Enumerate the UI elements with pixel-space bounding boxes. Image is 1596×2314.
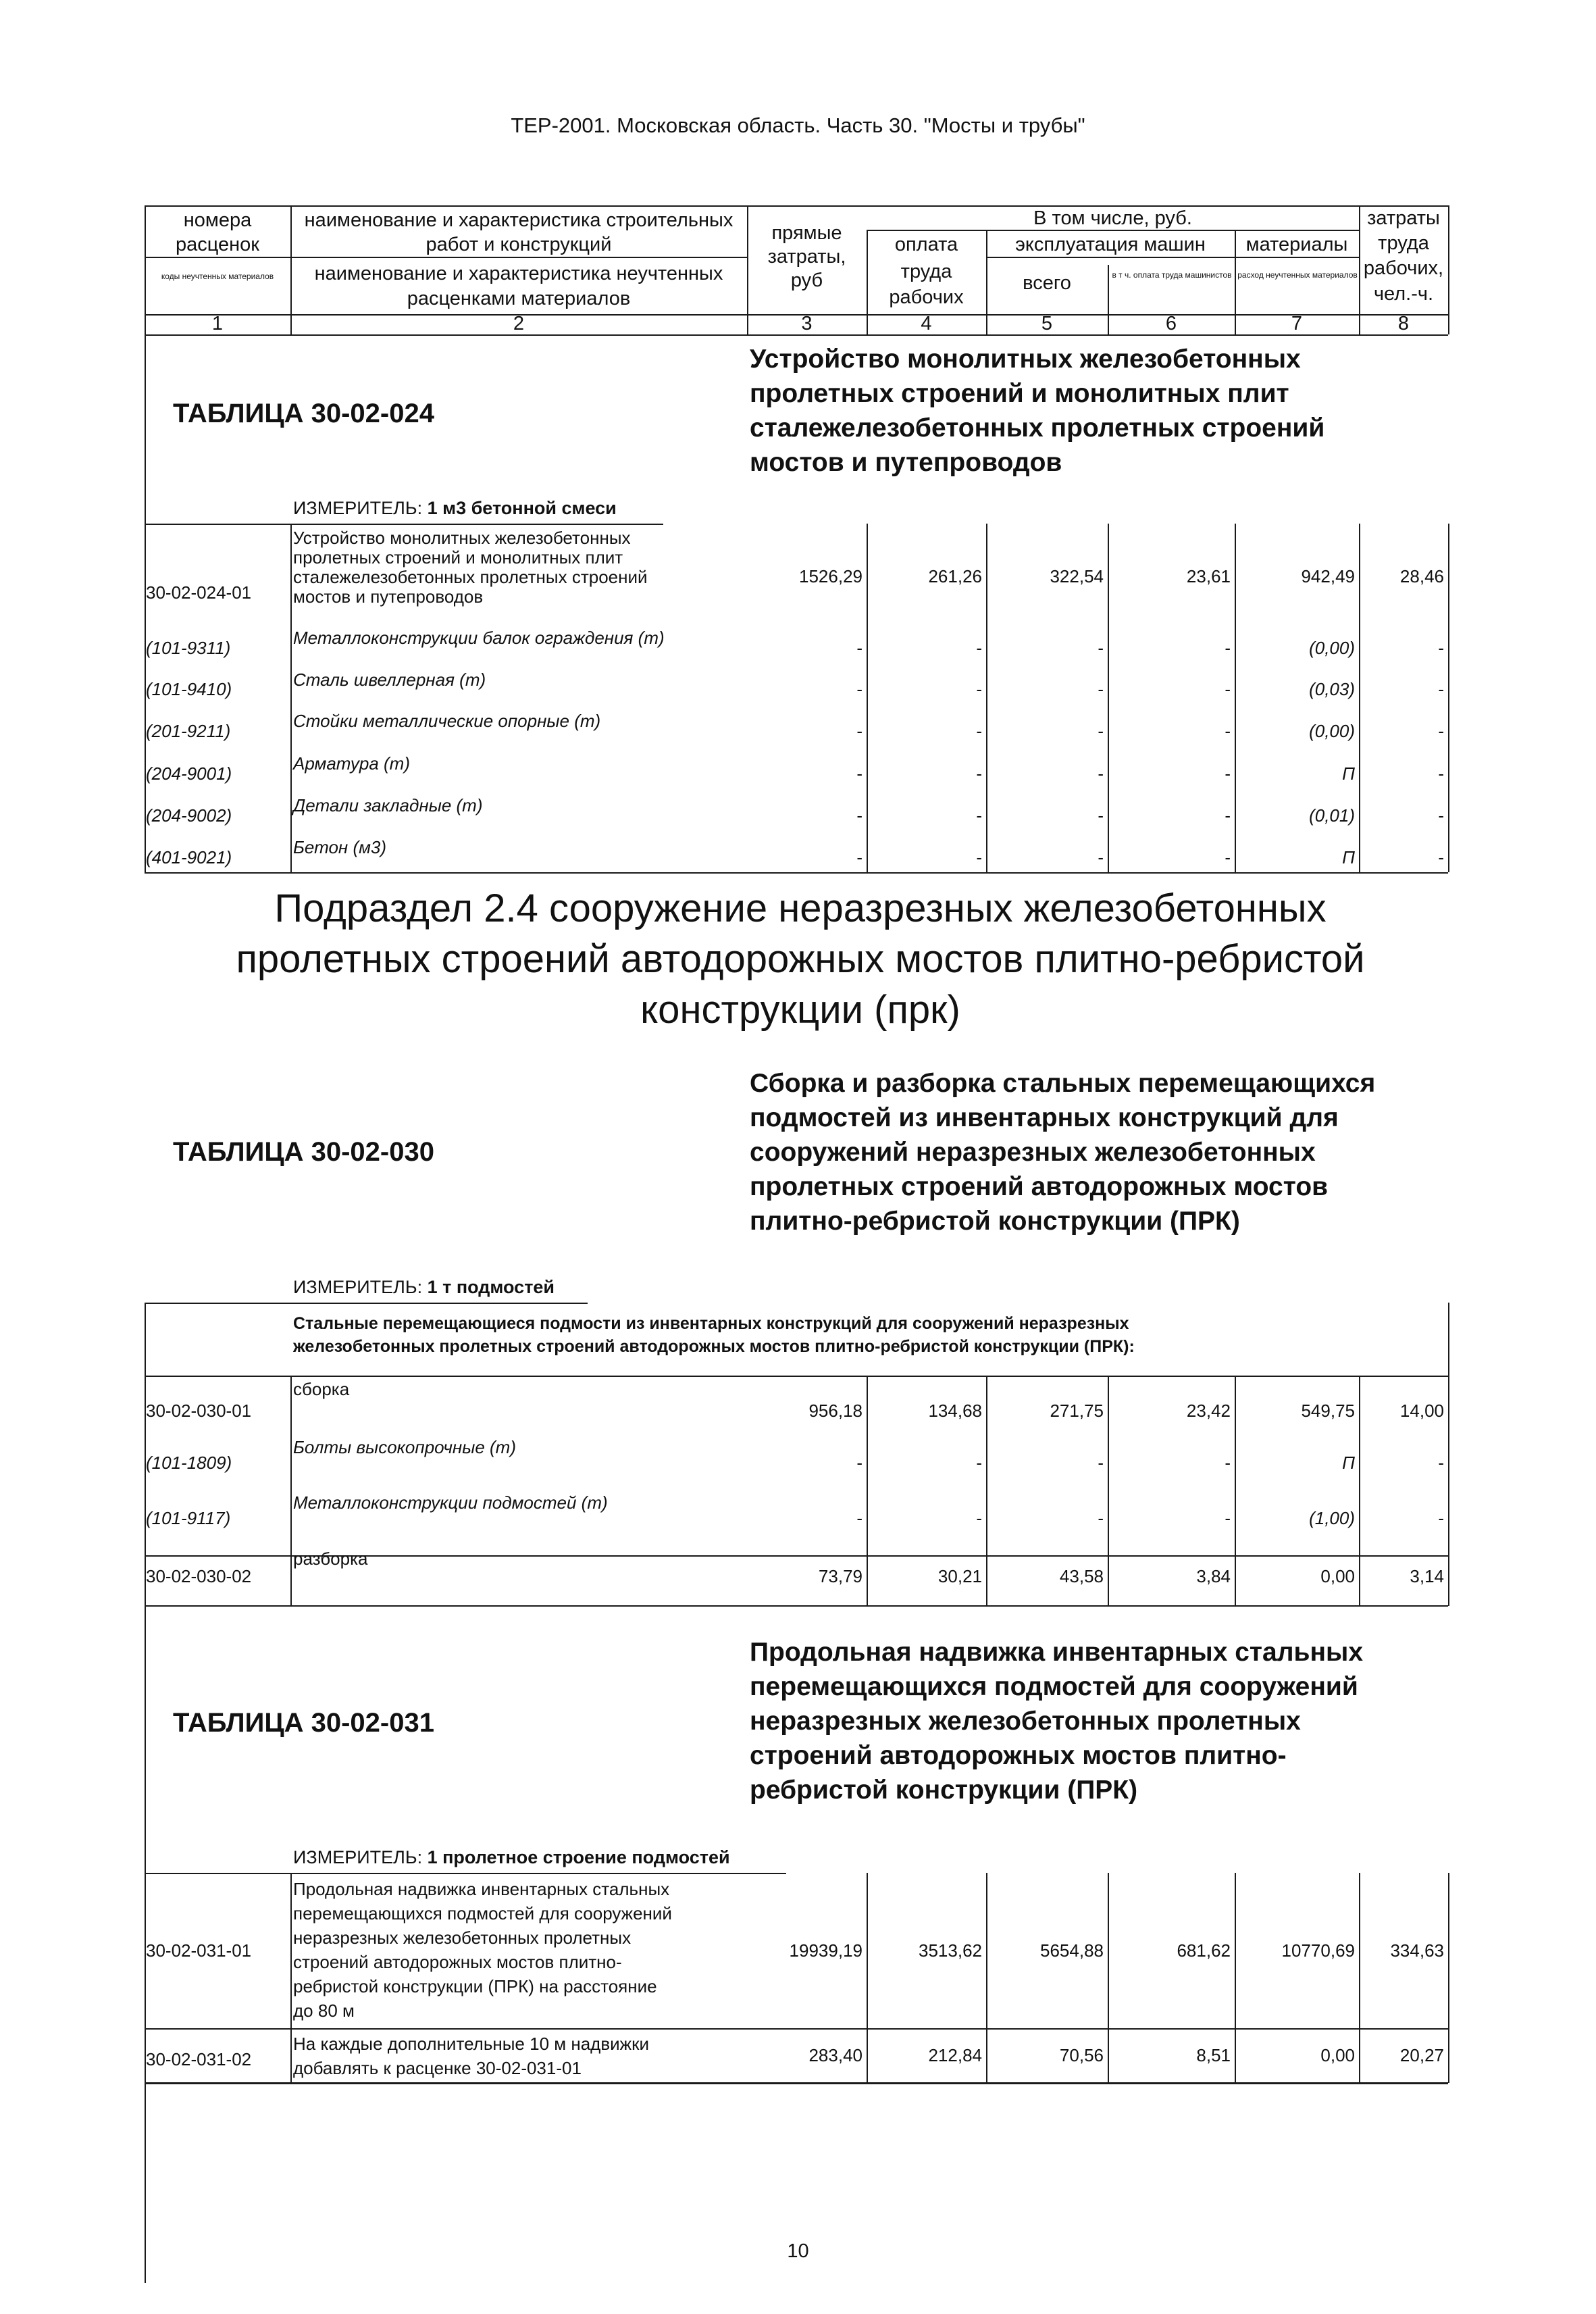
- material-code: (101-9117): [146, 1508, 231, 1528]
- direct-cost: 283,40: [808, 2045, 863, 2065]
- col-number: 8: [1397, 313, 1410, 334]
- materials-header: материалы: [1245, 234, 1348, 255]
- table-title: ТАБЛИЦА 30-02-031: [173, 1708, 434, 1738]
- machines-header: эксплуатация машин: [1015, 234, 1206, 255]
- table-description: Устройство монолитных железобетонных пролетных строений и монолитных плит сталежелезобетонных пролетных строений мостов и путепроводов: [750, 345, 1325, 477]
- col1-header: номера: [183, 209, 252, 231]
- col2-subheader: наименование и характеристика неучтенных: [314, 263, 723, 284]
- col2-header: наименование и характеристика строительных: [304, 209, 733, 231]
- material-code: (101-9311): [146, 638, 231, 658]
- work-name: разборка: [293, 1549, 368, 1569]
- materials-cost: 942,49: [1301, 566, 1355, 586]
- cost-group-header: В том числе, руб.: [1033, 207, 1192, 229]
- machines-total: 271,75: [1050, 1401, 1104, 1421]
- labor-pay: 134,68: [928, 1401, 982, 1421]
- direct-cost: 1526,29: [799, 566, 863, 586]
- materials-cost: 0,00: [1320, 2045, 1355, 2065]
- labor-hours: 14,00: [1399, 1401, 1444, 1421]
- work-name: На каждые дополнительные 10 м надвижки добавлять к расценке 30-02-031-01: [293, 2034, 649, 2078]
- measure-unit: ИЗМЕРИТЕЛЬ: 1 т подмостей: [293, 1277, 555, 1297]
- direct-cost: 956,18: [808, 1401, 863, 1421]
- work-name: Продольная надвижка инвентарных стальных перемещающихся подмостей для сооружений неразрезных железобетонных пролетных строений автодорожных мостов плитно- ребристой конструкции (ПРК) на расстояние до 80 м: [293, 1879, 672, 2021]
- material-name: Детали закладные (т): [293, 795, 483, 815]
- machinist-pay: 8,51: [1196, 2045, 1231, 2065]
- rate-code: 30-02-030-01: [146, 1401, 252, 1421]
- materials-cost: 10770,69: [1281, 1940, 1355, 1961]
- subsection-title: Подраздел 2.4 сооружение неразрезных железобетонных пролетных строений автодорожных мостов плитно-ребристой конструкции (прк): [236, 886, 1365, 1032]
- table-description: Продольная надвижка инвентарных стальных перемещающихся подмостей для сооружений неразрезных железобетонных пролетных строений автодорожных мостов плитно- ребристой конструкции (ПРК): [750, 1638, 1364, 1805]
- machinist-pay: 23,61: [1186, 566, 1231, 586]
- material-name: Сталь швеллерная (т): [293, 670, 486, 690]
- material-code: (101-9410): [146, 679, 232, 699]
- col-number: 4: [921, 313, 932, 334]
- machinist-pay: 3,84: [1196, 1566, 1231, 1586]
- document-header: ТЕР-2001. Московская область. Часть 30. "Мосты и трубы": [511, 114, 1085, 137]
- materials-cost: 0,00: [1320, 1566, 1355, 1586]
- machinist-pay: 681,62: [1177, 1940, 1231, 1961]
- rate-code: 30-02-031-02: [146, 2049, 252, 2069]
- table-description: Сборка и разборка стальных перемещающихся подмостей из инвентарных конструкций для сооружений неразрезных железобетонных пролетных строений автодорожных мостов плитно-ребристой конструкции (ПРК): [750, 1069, 1376, 1236]
- col-number: 2: [513, 313, 525, 334]
- labor-pay: 3513,62: [919, 1940, 982, 1961]
- table-title: ТАБЛИЦА 30-02-024: [173, 399, 434, 428]
- rate-code: 30-02-024-01: [146, 582, 252, 603]
- labor-hours: 28,46: [1399, 566, 1444, 586]
- rate-code: 30-02-030-02: [146, 1566, 252, 1586]
- material-name: Болты высокопрочные (т): [293, 1437, 517, 1457]
- col8-header: затраты: [1367, 207, 1440, 229]
- labor-hours: 20,27: [1399, 2045, 1444, 2065]
- col5-header: всего: [1023, 272, 1071, 294]
- material-name: Металлоконструкции подмостей (т): [293, 1492, 608, 1513]
- col-number: 3: [801, 313, 813, 334]
- labor-pay: 30,21: [937, 1566, 982, 1586]
- col4-header: оплата: [894, 234, 958, 255]
- direct-cost: 73,79: [818, 1566, 863, 1586]
- page-number: 10: [787, 2240, 809, 2262]
- material-code: (201-9211): [146, 721, 231, 741]
- material-name: Арматура (т): [293, 753, 410, 774]
- measure-unit: ИЗМЕРИТЕЛЬ: 1 м3 бетонной смеси: [293, 498, 617, 518]
- labor-pay: 212,84: [928, 2045, 982, 2065]
- table-title: ТАБЛИЦА 30-02-030: [173, 1137, 434, 1167]
- labor-hours: 3,14: [1410, 1566, 1444, 1586]
- col7-header: расход неучтенных материалов: [1237, 270, 1358, 280]
- col1-subheader: коды неучтенных материалов: [161, 272, 274, 281]
- material-code: (401-9021): [146, 847, 232, 867]
- col-number: 7: [1291, 313, 1303, 334]
- measure-unit: ИЗМЕРИТЕЛЬ: 1 пролетное строение подмостей: [293, 1847, 730, 1867]
- material-name: Стойки металлические опорные (т): [293, 711, 601, 731]
- machines-total: 70,56: [1059, 2045, 1104, 2065]
- material-name: Бетон (м3): [293, 837, 387, 857]
- col-number: 6: [1165, 313, 1177, 334]
- machines-total: 322,54: [1050, 566, 1104, 586]
- machines-total: 43,58: [1059, 1566, 1104, 1586]
- material-code: (101-1809): [146, 1453, 232, 1473]
- rate-code: 30-02-031-01: [146, 1940, 252, 1961]
- materials-cost: 549,75: [1301, 1401, 1355, 1421]
- material-code: (204-9001): [146, 763, 232, 784]
- col-number: 5: [1041, 313, 1053, 334]
- material-code: (204-9002): [146, 805, 232, 826]
- col6-header: в т ч. оплата труда машинистов: [1112, 270, 1232, 280]
- work-name: сборка: [293, 1379, 350, 1399]
- work-name: Устройство монолитных железобетонных пролетных строений и монолитных плит сталежелезобетонных пролетных строений мостов и путепроводов: [293, 528, 648, 607]
- material-name: Металлоконструкции балок ограждения (т): [293, 628, 665, 648]
- machinist-pay: 23,42: [1186, 1401, 1231, 1421]
- col-number: 1: [211, 313, 224, 334]
- direct-cost: 19939,19: [789, 1940, 863, 1961]
- col3-header: прямые: [771, 222, 842, 244]
- machines-total: 5654,88: [1040, 1940, 1104, 1961]
- labor-hours: 334,63: [1390, 1940, 1444, 1961]
- labor-pay: 261,26: [928, 566, 982, 586]
- group-title: Стальные перемещающиеся подмости из инвентарных конструкций для сооружений неразрезных железобетонных пролетных строений автодорожных мостов плитно-ребристой конструкции (ПРК):: [293, 1314, 1135, 1356]
